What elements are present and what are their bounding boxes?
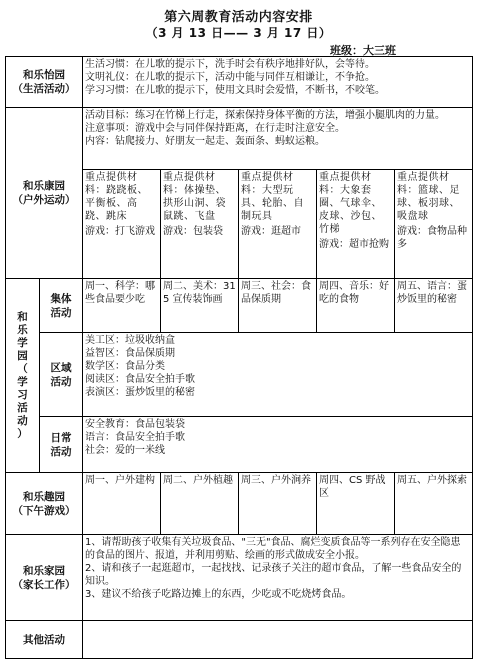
page-title: 第六周教育活动内容安排 (164, 10, 313, 25)
outdoor-goals (83, 108, 473, 170)
material-game: 游戏：逛超市 (241, 226, 301, 237)
row-afternoon-games (6, 473, 473, 535)
material-list: 重点提供材料：跷跷板、平衡板、高跷、跳床 (85, 172, 148, 222)
section-learning-char: 乐 (17, 323, 28, 336)
material-game: 游戏：打飞游戏 (85, 226, 155, 237)
area-content (83, 333, 473, 417)
material-cell-fri (395, 170, 473, 279)
material-cell-wed (239, 170, 317, 279)
group-day-tue: 周二、美术：315 宣传装饰画 (161, 279, 239, 333)
subsection-group-label: 活动 (50, 306, 72, 319)
group-day-wed: 周三、社会：食品保质期 (239, 279, 317, 333)
area-line: 阅读区：食品安全拍手歌 (85, 374, 195, 385)
other-content (83, 621, 473, 659)
material-game: 游戏：包装袋 (163, 226, 223, 237)
section-learning (6, 279, 40, 473)
life-content (83, 57, 473, 108)
material-game: 游戏：食物品种多 (397, 226, 467, 250)
area-line: 数学区：食品分类 (85, 361, 165, 372)
subsection-area-label: 活动 (50, 375, 72, 388)
row-area-activity (6, 333, 473, 417)
subsection-area-label: 区域 (50, 361, 72, 374)
life-line: 生活习惯：在儿歌的提示下，洗手时会有秩序地排好队，会等待。 (85, 59, 375, 70)
home-content (83, 535, 473, 621)
group-day-thu: 周四、音乐：好吃的食物 (317, 279, 395, 333)
home-line: 3、建议不给孩子吃路边摊上的东西，少吃或不吃烧烤食品。 (85, 589, 352, 600)
row-life (6, 57, 473, 108)
material-cell-thu (317, 170, 395, 279)
section-life (6, 57, 83, 108)
subsection-daily (40, 417, 83, 473)
daily-line: 社会：爱的一米线 (85, 445, 165, 456)
home-line: 1、请帮助孩子收集有关垃圾食品、"三无"食品、腐烂变质食品等一系列存在安全隐患的食品的图片、报道，并利用剪贴、绘画的形式做成安全小报。 (85, 537, 461, 561)
section-outdoor-title: 和乐康园 (23, 180, 65, 192)
class-label: 班级：大三班 (330, 44, 396, 57)
section-learning-char: 园 (17, 349, 28, 362)
section-outdoor (6, 108, 83, 279)
fun-day-mon: 周一、户外建构 (83, 473, 161, 535)
row-other (6, 621, 473, 659)
group-day-fri: 周五、语言：蛋炒饭里的秘密 (395, 279, 473, 333)
row-parents (6, 535, 473, 621)
section-fun (6, 473, 83, 535)
section-learning-char: 学 (17, 336, 28, 349)
section-home-subtitle: （家长工作） (12, 578, 76, 591)
section-learning-char: 动 (17, 414, 28, 427)
row-outdoor-goals (6, 108, 473, 170)
material-list: 重点提供材料：大象套圈、气球伞、皮球、沙包、竹梯 (319, 172, 382, 235)
fun-day-wed: 周三、户外涧养 (239, 473, 317, 535)
section-outdoor-subtitle: （户外运动） (12, 194, 76, 206)
section-learning-char: 学 (17, 375, 28, 388)
section-fun-title: 和乐趣园 (23, 490, 65, 503)
fun-day-fri: 周五、户外探索 (395, 473, 473, 535)
section-fun-subtitle: （下午游戏） (12, 504, 76, 517)
fun-day-tue: 周二、户外植趣 (161, 473, 239, 535)
section-other: 其他活动 (6, 621, 83, 659)
section-home (6, 535, 83, 621)
daily-line: 安全教育：食品包装袋 (85, 419, 185, 430)
row-group-activity (6, 279, 473, 333)
section-learning-char: 习 (17, 388, 28, 401)
section-life-title: 和乐怡园 (23, 69, 65, 81)
outdoor-goal-line: 活动目标：练习在竹梯上行走，探索保持身体平衡的方法，增强小腿肌肉的力量。 (85, 110, 445, 121)
material-cell-mon (83, 170, 161, 279)
material-game: 游戏：超市抢购 (319, 239, 389, 250)
row-daily-activity (6, 417, 473, 473)
schedule-table (5, 56, 473, 659)
area-line: 益智区：食品保质期 (85, 348, 175, 359)
date-range: （3 月 13 日—— 3 月 17 日） (145, 26, 332, 40)
section-learning-char: （ (17, 362, 28, 375)
life-line: 文明礼仪：在儿歌的提示下，活动中能与同伴互相谦让，不争抢。 (85, 72, 375, 83)
section-life-subtitle: （生活活动） (12, 83, 76, 95)
area-line: 美工区：垃圾收纳盒 (85, 335, 175, 346)
subsection-group (40, 279, 83, 333)
material-list: 重点提供材料：大型玩具、轮胎、自制玩具 (241, 172, 304, 222)
section-learning-char: ） (17, 427, 28, 440)
subsection-group-label: 集体 (50, 292, 72, 305)
daily-line: 语言：食品安全拍手歌 (85, 432, 185, 443)
daily-content (83, 417, 473, 473)
material-cell-tue (161, 170, 239, 279)
section-learning-char: 活 (17, 401, 28, 414)
subsection-area (40, 333, 83, 417)
material-list: 重点提供材料：篮球、足球、板羽球、吸盘球 (397, 172, 460, 222)
section-learning-char: 和 (17, 310, 28, 323)
home-line: 2、请和孩子一起逛超市，一起找找、记录孩子关注的超市食品，了解一些食品安全的知识。 (85, 563, 462, 587)
outdoor-goal-line: 注意事项：游戏中会与同伴保持距离，在行走时注意安全。 (85, 123, 345, 134)
outdoor-goal-line: 内容：钻爬接力、好朋友一起走、轰面条、蚂蚁运粮。 (85, 136, 325, 147)
material-list: 重点提供材料：体操垫、拱形山洞、袋鼠跳、飞盘 (163, 172, 226, 222)
group-day-mon: 周一、科学：哪些食品要少吃 (83, 279, 161, 333)
fun-day-thu: 周四、CS 野战区 (317, 473, 395, 535)
subsection-daily-label: 活动 (50, 445, 72, 458)
subsection-daily-label: 日常 (50, 431, 72, 444)
section-home-title: 和乐家园 (23, 564, 65, 577)
area-line: 表演区：蛋炒饭里的秘密 (85, 387, 195, 398)
life-line: 学习习惯：在儿歌的提示下，使用文具时会爱惜，不断书，不咬笔。 (85, 85, 385, 96)
